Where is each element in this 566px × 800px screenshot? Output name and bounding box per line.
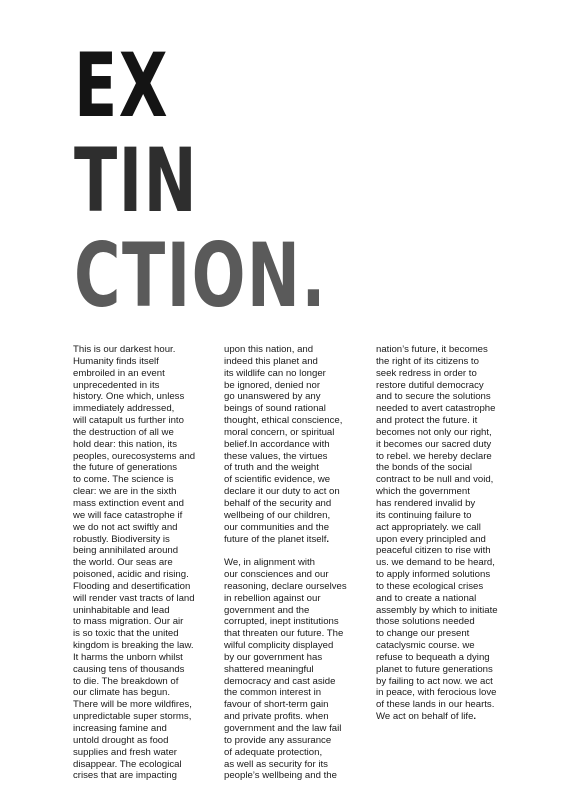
text-line: Humanity finds itself bbox=[73, 355, 159, 367]
text-line: assembly by which to initiate bbox=[376, 604, 498, 616]
text-line: we will face catastrophe if bbox=[73, 509, 183, 521]
text-line: be ignored, denied nor bbox=[224, 379, 321, 391]
text-line: the future of generations bbox=[73, 462, 178, 474]
text-line: of truth and the weight bbox=[224, 462, 319, 474]
text-line: peaceful citizen to rise with bbox=[376, 545, 491, 557]
text-line: clear: we are in the sixth bbox=[73, 486, 177, 498]
text-line-wrap bbox=[376, 711, 518, 723]
text-line: the bonds of the social bbox=[376, 462, 473, 474]
paragraph bbox=[224, 557, 366, 782]
text-line: moral concern, or spiritual bbox=[224, 426, 335, 438]
text-line: declare it our duty to act on bbox=[224, 486, 340, 498]
text-line: and to secure the solutions bbox=[376, 391, 491, 403]
text-line: seek redress in order to bbox=[376, 367, 477, 379]
text-line: We act on behalf of life bbox=[376, 711, 474, 723]
text-line: becomes not only our right, bbox=[376, 426, 492, 438]
text-line: to these ecological crises bbox=[376, 580, 484, 592]
text-line: in rebellion against our bbox=[224, 592, 321, 604]
text-line: will catapult us further into bbox=[73, 415, 184, 427]
text-line: those solutions needed bbox=[376, 616, 475, 628]
text-line: thought, ethical conscience, bbox=[224, 415, 343, 427]
text-line: to change our present bbox=[376, 628, 470, 640]
text-line: go unanswered by any bbox=[224, 391, 321, 403]
text-line: of these lands in our hearts. bbox=[376, 699, 495, 711]
text-line: Flooding and desertification bbox=[73, 580, 191, 592]
text-line: contract to be null and void, bbox=[376, 474, 494, 486]
text-line: that threaten our future. The bbox=[224, 628, 344, 640]
text-line: cataclysmic course. we bbox=[376, 640, 475, 652]
text-line: crises that are impacting bbox=[73, 770, 177, 782]
text-line: by our government has bbox=[224, 651, 323, 663]
text-line: the common interest in bbox=[224, 687, 322, 699]
text-line: history. One which, unless bbox=[73, 391, 185, 403]
text-line: beings of sound rational bbox=[224, 403, 326, 415]
text-line: democracy and cast aside bbox=[224, 675, 336, 687]
text-line: it becomes our sacred duty bbox=[376, 438, 492, 450]
text-line: will render vast tracts of land bbox=[73, 592, 195, 604]
text-line: upon this nation, and bbox=[224, 344, 314, 355]
text-line: our consciences and our bbox=[224, 569, 329, 581]
text-line: has rendered invalid by bbox=[376, 497, 476, 509]
text-line: we do not act swiftly and bbox=[73, 521, 178, 533]
text-line: to rebel. we hereby declare bbox=[376, 450, 492, 462]
text-line: needed to avert catastrophe bbox=[376, 403, 496, 415]
text-line: behalf of the security and bbox=[224, 497, 332, 509]
text-line: of adequate protection, bbox=[224, 746, 323, 758]
headline-line-3: CTION. bbox=[74, 224, 327, 327]
text-line: refuse to bequeath a dying bbox=[376, 651, 490, 663]
text-line: supplies and fresh water bbox=[73, 746, 177, 758]
text-line: unpredictable super storms, bbox=[73, 711, 192, 723]
text-line: of scientific evidence, we bbox=[224, 474, 331, 486]
text-line: causing tens of thousands bbox=[73, 663, 185, 675]
text-line: kingdom is breaking the law. bbox=[73, 640, 194, 652]
text-line: disappear. The ecological bbox=[73, 758, 182, 770]
text-line: people’s wellbeing and the bbox=[224, 770, 337, 782]
text-line: This is our darkest hour. bbox=[73, 344, 176, 355]
text-line: poisoned, acidic and rising. bbox=[73, 569, 189, 581]
headline-line-1: EX bbox=[74, 34, 170, 137]
text-line: to apply informed solutions bbox=[376, 569, 491, 581]
text-line: to mass migration. Our air bbox=[73, 616, 184, 628]
text-line: hold dear: this nation, its bbox=[73, 438, 177, 450]
text-line: and private profits. when bbox=[224, 711, 329, 723]
text-line: government and the bbox=[224, 604, 310, 616]
text-line: There will be more wildfires, bbox=[73, 699, 192, 711]
text-line: increasing famine and bbox=[73, 723, 167, 734]
text-line: indeed this planet and bbox=[224, 355, 318, 367]
text-line: shattered meaningful bbox=[224, 663, 314, 675]
text-line: act appropriately. we call bbox=[376, 521, 481, 533]
text-line: these values, the virtues bbox=[224, 450, 328, 462]
paragraph bbox=[376, 344, 518, 723]
paragraph bbox=[224, 344, 366, 545]
text-line: by failing to act now. we act bbox=[376, 675, 493, 687]
text-line: peoples, ourecosystems and bbox=[73, 450, 196, 462]
bold-period: . bbox=[473, 711, 477, 723]
text-line: as well as security for its bbox=[224, 758, 328, 770]
text-line: future of the planet itself bbox=[224, 533, 327, 545]
text-line: and protect the future. it bbox=[376, 415, 478, 427]
text-line: planet to future generations bbox=[376, 663, 493, 675]
text-line: We, in alignment with bbox=[224, 557, 316, 569]
text-line: which the government bbox=[376, 486, 470, 498]
text-line: the right of its citizens to bbox=[376, 355, 479, 367]
bold-period: . bbox=[326, 533, 330, 545]
text-line: corrupted, inept institutions bbox=[224, 616, 339, 628]
text-line: the world. Our seas are bbox=[73, 557, 173, 569]
text-line: and to create a national bbox=[376, 592, 477, 604]
text-line: is so toxic that the united bbox=[73, 628, 179, 640]
text-line: nation’s future, it becomes bbox=[376, 344, 488, 355]
text-line: embroiled in an event bbox=[73, 367, 165, 379]
headline bbox=[74, 34, 374, 327]
text-line: its continuing failure to bbox=[376, 509, 472, 521]
headline-line-2: TIN bbox=[74, 129, 199, 232]
text-line: untold drought as food bbox=[73, 734, 169, 746]
text-line: our communities and the bbox=[224, 521, 330, 533]
text-line: to die. The breakdown of bbox=[73, 675, 179, 687]
text-line: uninhabitable and lead bbox=[73, 604, 170, 616]
text-line: unprecedented in its bbox=[73, 379, 160, 391]
text-line: upon every principled and bbox=[376, 533, 486, 545]
text-line: favour of short-term gain bbox=[224, 699, 329, 711]
text-line: to provide any assurance bbox=[224, 734, 332, 746]
text-column-1 bbox=[73, 344, 215, 794]
text-line: It harms the unborn whilst bbox=[73, 651, 183, 663]
text-line: belief.In accordance with bbox=[224, 438, 330, 450]
paragraph bbox=[73, 344, 215, 782]
text-line: its wildlife can no longer bbox=[224, 367, 326, 379]
text-line: in peace, with ferocious love bbox=[376, 687, 497, 699]
text-line: our climate has begun. bbox=[73, 687, 171, 699]
text-line: mass extinction event and bbox=[73, 497, 184, 509]
text-line: us. we demand to be heard, bbox=[376, 557, 495, 569]
text-line: being annihilated around bbox=[73, 545, 179, 557]
text-line: the destruction of all we bbox=[73, 426, 174, 438]
text-line: wellbeing of our children, bbox=[224, 509, 331, 521]
text-column-3 bbox=[376, 344, 518, 735]
text-line: restore dutiful democracy bbox=[376, 379, 484, 391]
text-line: reasoning, declare ourselves bbox=[224, 580, 347, 592]
text-line: to come. The science is bbox=[73, 474, 174, 486]
text-column-2 bbox=[224, 344, 366, 794]
text-line: immediately addressed, bbox=[73, 403, 175, 415]
text-line: wilful complicity displayed bbox=[224, 640, 334, 652]
text-line: robustly. Biodiversity is bbox=[73, 533, 170, 545]
text-line-wrap bbox=[224, 534, 366, 546]
text-line: government and the law fail bbox=[224, 723, 342, 734]
